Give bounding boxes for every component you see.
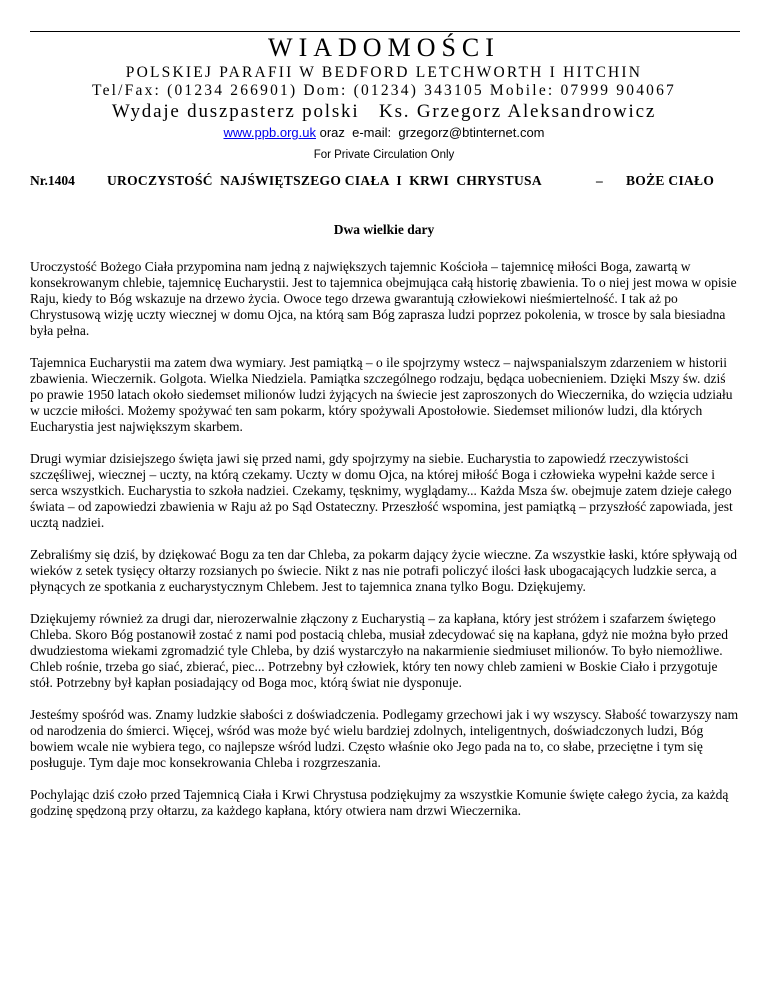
article-paragraph: Jesteśmy spośród was. Znamy ludzkie słabości z doświadczenia. Podlegamy grzechowi jak i wy wszyscy. Słabość towarzyszy nam od narodzenia do śmierci. Więcej, wśród was może być wielu bardziej zdolnych, inteligentnych, doświadczonych ludzi, Bóg bowiem wcale nie wybiera tego, co najlepsze wśród ludzi. Często właśnie oko Jego pada na to, co słabe, przeciętne i tym się posługuje. Tym daje moc konsekrowania Chleba i rozgrzeszania. [30, 707, 739, 770]
issue-number: Nr.1404 [30, 173, 75, 188]
email-text: oraz e-mail: grzegorz@btinternet.com [319, 125, 545, 140]
article-paragraph: Drugi wymiar dzisiejszego święta jawi się przed nami, gdy spojrzymy na siebie. Eucharystia to zapowiedź rzeczywistości szczęśliwej, wiecznej – uczty, na którą czekamy. Uczty w domu Ojca, na której miłość Boga i człowieka wypełni każde serce i serca wszystkich. Eucharystia to szkoła nadziei. Czekamy, tęsknimy, wyglądamy... Każda Msza św. obejmuje zatem dzieje całego świata – od zapowiedzi zbawienia w Raju aż po Sąd Ostateczny. Przeszłość wspomina, jest pamiątką – przyszłość zapowiada, jest ucztą nadziei. [30, 451, 733, 530]
article-paragraph: Pochylając dziś czoło przed Tajemnicą Ciała i Krwi Chrystusa podziękujmy za wszystkie Komunie święte całego życia, za każdą godzinę spędzoną przy ołtarzu, za każdego kapłana, który otwiera nam drzwi Wieczernika. [30, 787, 729, 818]
publisher-line: Wydaje duszpasterz polski Ks. Grzegorz Aleksandrowicz [111, 101, 657, 122]
article-paragraph: Zebraliśmy się dziś, by dziękować Bogu za ten dar Chleba, za pokarm dający życie wieczne. Za wszystkie łaski, które spływają od wieków z setek tysięcy ołtarzy rozsianych po świecie. Nikt z nas nie potrafi policzyć ilości łask ubogacających ludzkie serca, a płynących ze spotkania z eucharystycznym Chlebem. Jest to tajemnica znana tylko Bogu. Dziękujemy. [30, 547, 737, 594]
article-paragraph: Tajemnica Eucharystii ma zatem dwa wymiary. Jest pamiątką – o ile spojrzymy wstecz – najwspanialszym zdarzeniem w historii zbawienia. Wieczernik. Golgota. Wielka Niedziela. Pamiątka szczególnego rodzaju, będąca uobecnieniem. Dzięki Mszy św. dziś po prawie 1950 latach około siedemset milionów ludzi żyjących na świecie jest zaproszonych do Wieczernika, do wzięcia udziału w uczcie miłości. Możemy spożywać ten sam pokarm, który spożywali Apostołowie. Siedemset milionów ludzi, dla których Eucharystia jest największym skarbem. [30, 355, 733, 434]
contact-line [0, 125, 768, 141]
article-paragraph: Dziękujemy również za drugi dar, nierozerwalnie złączony z Eucharystią – za kapłana, który jest stróżem i szafarzem świętego Chleba. Skoro Bóg postanowił zostać z nami pod postacią chleba, musiał zdecydować się na kapłana, gdyż nie można było przed dwudziestoma wiekami zgromadzić tyle Chleba, by dziś wystarczyło na nakarmienie siedmiuset milionów. To było niemożliwe. Chleb rośnie, trzeba go siać, zbierać, piec... Potrzebny był człowiek, który ten nowy chleb zamieni w Boskie Ciało i przygotuje stół. Potrzebny był kapłan posiadający od Boga moc, którą świat nie dysponuje. [30, 611, 729, 690]
article-title: Dwa wielkie dary [333, 222, 435, 237]
feast-title: UROCZYSTOŚĆ NAJŚWIĘTSZEGO CIAŁA I KRWI CHRYSTUSA [107, 173, 542, 188]
article-paragraph: Uroczystość Bożego Ciała przypomina nam jedną z największych tajemnic Kościoła – tajemnicę miłości Boga, zawartą w konsekrowanym chlebie, tajemnicę Eucharystii. Jest to tajemnica obejmująca całą historię zbawienia. To o niej jest mowa w opisie Raju, kiedy to Bóg wskazuje na drzewo życia. Owoce tego drzewa gwarantują człowiekowi nieśmiertelność. I tak aż po Chrystusową wizję uczty wiecznej w domu Ojca, na którą sam Bóg zaprasza ludzi poprzez pokolenia, w trosce by sala biesiadna była pełna. [30, 259, 737, 338]
issue-dash: – [596, 173, 603, 188]
feast-short-title: BOŻE CIAŁO [626, 173, 715, 188]
website-link[interactable]: www.ppb.org.uk [223, 125, 316, 140]
parish-name: POLSKIEJ PARAFII W BEDFORD LETCHWORTH I HITCHIN [125, 64, 643, 81]
header-rule [30, 31, 740, 32]
article-body [30, 259, 742, 835]
phone-numbers: Tel/Fax: (01234 266901) Dom: (01234) 343105 Mobile: 07999 904067 [91, 82, 677, 99]
newsletter-title: WIADOMOŚCI [268, 33, 500, 62]
circulation-note: For Private Circulation Only [313, 149, 455, 161]
newsletter-header [0, 33, 768, 163]
